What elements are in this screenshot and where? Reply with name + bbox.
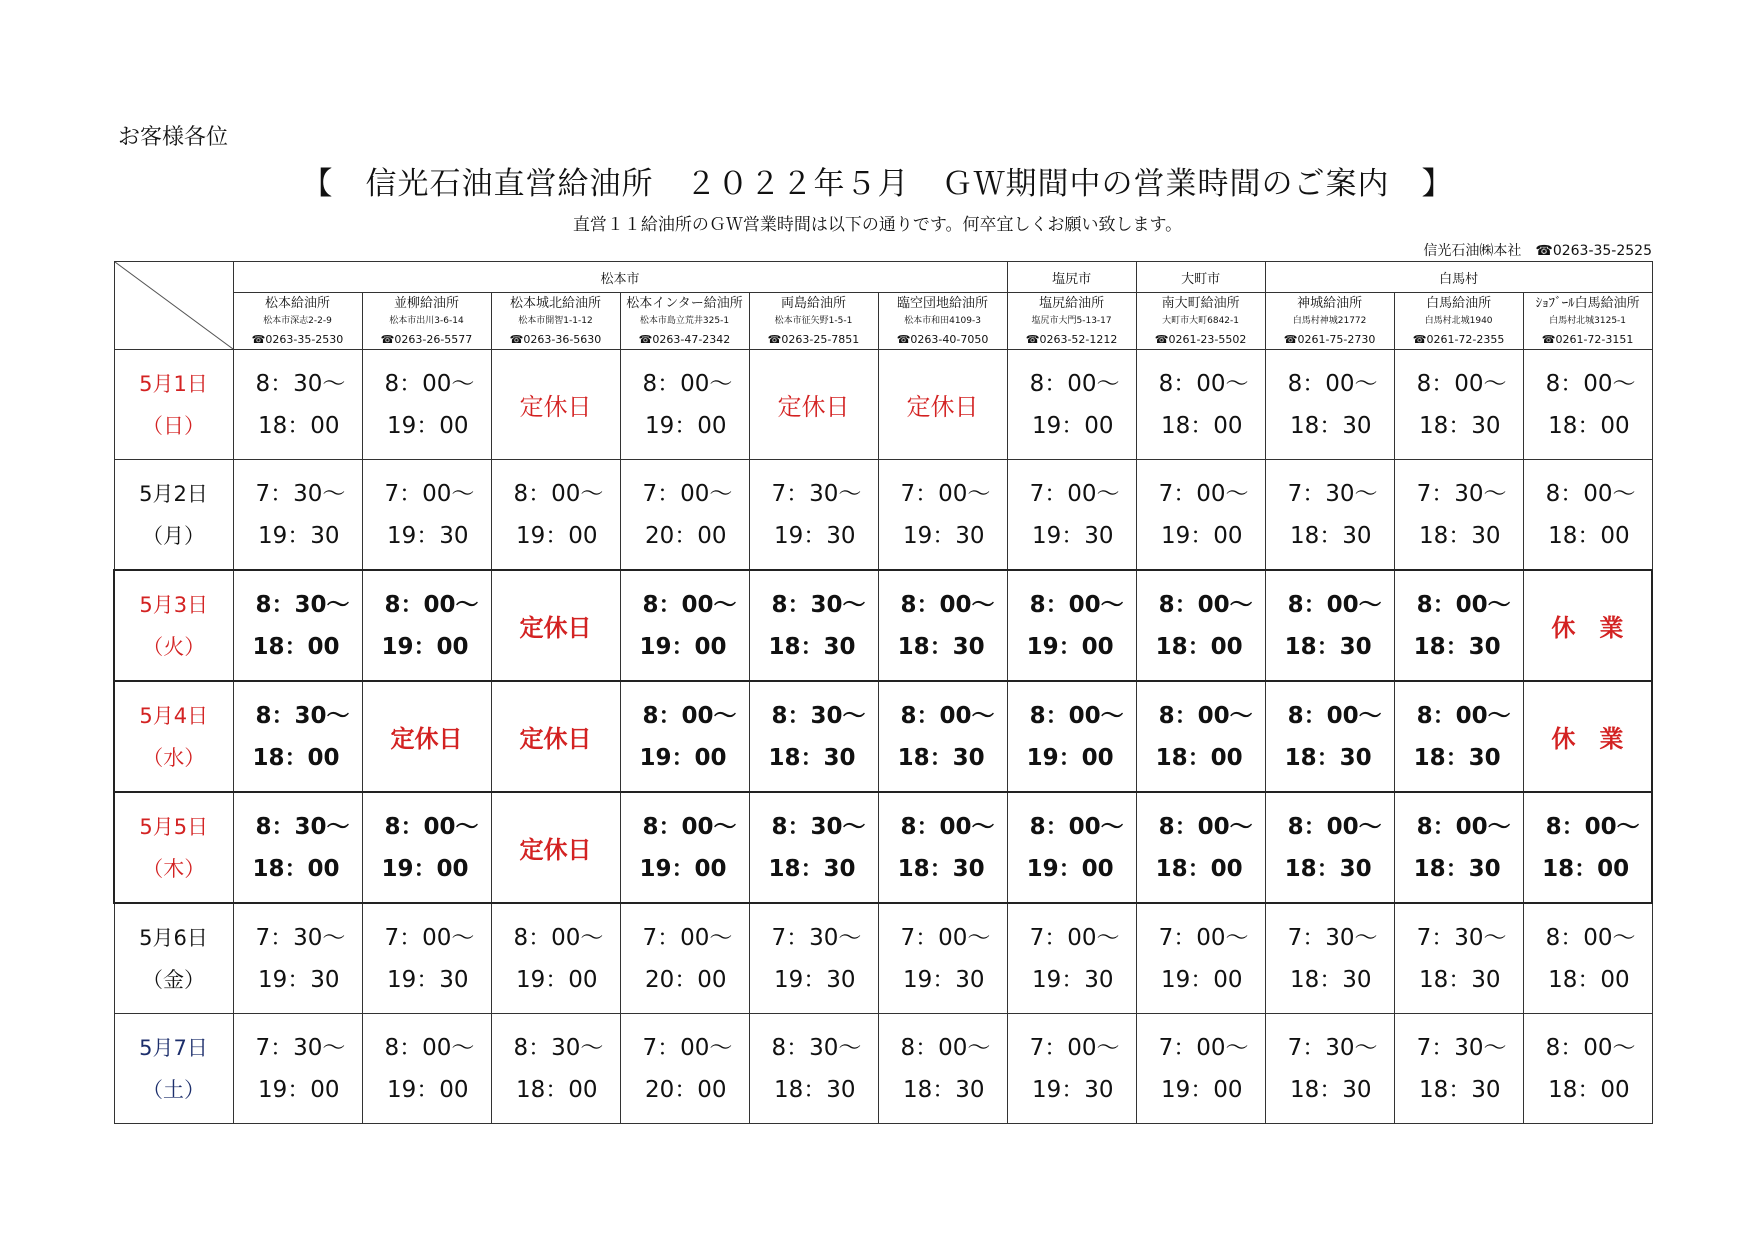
open-time: 7：30～ bbox=[1287, 1034, 1378, 1061]
station-address: 松本市島立荒井325-1 bbox=[639, 316, 730, 326]
open-time: 8：00～ bbox=[1545, 1034, 1636, 1061]
open-time: 8：00～ bbox=[1287, 370, 1378, 397]
open-time: 8：00～ bbox=[1158, 813, 1253, 840]
open-time: 8：30～ bbox=[255, 370, 346, 397]
close-time: 18：00 bbox=[1542, 855, 1630, 882]
hours-cell bbox=[878, 792, 1007, 903]
station-address: 松本市出川3-6-14 bbox=[389, 316, 464, 326]
hours-cell bbox=[362, 792, 491, 903]
close-time: 20：00 bbox=[644, 966, 727, 993]
station-phone: ☎0263-47-2342 bbox=[638, 333, 731, 346]
station-header-row bbox=[114, 293, 1652, 350]
hours-cell bbox=[1136, 1014, 1265, 1124]
station-name: ｼｮﾌﾞｰﾙ白馬給油所 bbox=[1535, 296, 1640, 311]
hours-cell bbox=[749, 903, 878, 1014]
hours-cell bbox=[1007, 681, 1136, 792]
close-time: 19：00 bbox=[644, 412, 727, 439]
open-time: 7：30～ bbox=[771, 924, 862, 951]
open-time: 7：00～ bbox=[1158, 924, 1249, 951]
date-cell bbox=[114, 792, 233, 903]
open-time: 8：00～ bbox=[1029, 591, 1124, 618]
hours-cell bbox=[1265, 350, 1394, 460]
hours-cell bbox=[1265, 570, 1394, 681]
hours-cell bbox=[1265, 460, 1394, 571]
station-address: 大町市大町6842-1 bbox=[1162, 316, 1240, 326]
region-header: 大町市 bbox=[1136, 262, 1265, 293]
open-time: 8：00～ bbox=[1287, 591, 1382, 618]
hours-cell bbox=[1394, 903, 1523, 1014]
hours-cell bbox=[1007, 792, 1136, 903]
station-header bbox=[491, 293, 620, 350]
open-time: 8：00～ bbox=[900, 591, 995, 618]
station-header bbox=[1265, 293, 1394, 350]
open-time: 8：30～ bbox=[255, 591, 350, 618]
open-time: 7：30～ bbox=[255, 1034, 346, 1061]
day-row bbox=[114, 792, 1652, 903]
open-time: 8：00～ bbox=[1029, 813, 1124, 840]
hours-cell bbox=[878, 460, 1007, 571]
close-time: 18：30 bbox=[773, 1076, 856, 1103]
close-time: 18：00 bbox=[1161, 412, 1243, 439]
date-label: 5月4日 bbox=[139, 703, 209, 728]
close-time: 18：00 bbox=[252, 855, 340, 882]
closed-cell: 定休日 bbox=[362, 681, 491, 792]
station-address: 白馬村北城1940 bbox=[1424, 316, 1493, 326]
close-time: 19：30 bbox=[257, 966, 340, 993]
close-time: 19：00 bbox=[257, 1076, 340, 1103]
hours-cell bbox=[1136, 792, 1265, 903]
hours-cell bbox=[1265, 792, 1394, 903]
close-time: 20：00 bbox=[644, 522, 727, 549]
hours-cell bbox=[620, 570, 749, 681]
close-time: 19：00 bbox=[639, 633, 727, 660]
open-time: 8：00～ bbox=[642, 702, 737, 729]
hours-cell bbox=[362, 350, 491, 460]
close-time: 18：00 bbox=[1548, 522, 1630, 549]
close-time: 19：00 bbox=[1161, 1076, 1243, 1103]
weekday-label: （金） bbox=[142, 967, 205, 992]
closed-cell: 定休日 bbox=[491, 681, 620, 792]
station-phone: ☎0263-25-7851 bbox=[767, 333, 860, 346]
close-time: 18：00 bbox=[252, 744, 340, 771]
date-label: 5月1日 bbox=[139, 371, 208, 396]
close-time: 18：30 bbox=[1413, 744, 1501, 771]
open-time: 8：00～ bbox=[642, 813, 737, 840]
hours-cell bbox=[1523, 460, 1652, 571]
closed-cell: 定休日 bbox=[491, 792, 620, 903]
hours-cell bbox=[1265, 903, 1394, 1014]
hours-cell bbox=[362, 460, 491, 571]
station-address: 松本市征矢野1-5-1 bbox=[774, 316, 853, 326]
day-row bbox=[114, 570, 1652, 681]
station-phone: ☎0263-40-7050 bbox=[896, 333, 989, 346]
hours-cell bbox=[362, 903, 491, 1014]
hours-cell bbox=[749, 570, 878, 681]
hours-cell bbox=[233, 350, 362, 460]
station-phone: ☎0261-72-3151 bbox=[1541, 333, 1634, 346]
hours-cell bbox=[1007, 903, 1136, 1014]
day-row bbox=[114, 681, 1652, 792]
date-label: 5月5日 bbox=[139, 814, 209, 839]
close-time: 18：30 bbox=[1413, 633, 1501, 660]
schedule-table bbox=[113, 261, 1653, 1124]
hours-cell bbox=[233, 792, 362, 903]
open-time: 8：00～ bbox=[1545, 370, 1636, 397]
weekday-label: （月） bbox=[142, 523, 205, 548]
hours-cell bbox=[1265, 681, 1394, 792]
hours-cell bbox=[233, 460, 362, 571]
hours-cell bbox=[233, 570, 362, 681]
open-time: 7：00～ bbox=[1029, 924, 1120, 951]
open-time: 7：30～ bbox=[1416, 1034, 1507, 1061]
date-cell bbox=[114, 570, 233, 681]
hours-cell bbox=[1523, 792, 1652, 903]
open-time: 8：00～ bbox=[384, 591, 479, 618]
close-time: 18：30 bbox=[897, 744, 985, 771]
open-time: 7：30～ bbox=[255, 924, 346, 951]
station-address: 白馬村神城21772 bbox=[1292, 316, 1367, 326]
hours-cell bbox=[362, 1014, 491, 1124]
hours-cell bbox=[491, 903, 620, 1014]
hours-cell bbox=[1394, 1014, 1523, 1124]
hours-cell bbox=[878, 1014, 1007, 1124]
closed-cell: 定休日 bbox=[878, 350, 1007, 460]
date-cell bbox=[114, 681, 233, 792]
open-time: 7：00～ bbox=[642, 1034, 733, 1061]
hours-cell bbox=[1007, 460, 1136, 571]
close-time: 18：00 bbox=[252, 633, 340, 660]
close-time: 19：30 bbox=[257, 522, 340, 549]
open-time: 7：00～ bbox=[900, 924, 991, 951]
station-name: 臨空団地給油所 bbox=[897, 296, 989, 311]
station-phone: ☎0261-72-2355 bbox=[1412, 333, 1505, 346]
close-time: 19：00 bbox=[515, 522, 598, 549]
station-phone: ☎0263-36-5630 bbox=[509, 333, 602, 346]
close-time: 18：30 bbox=[1284, 633, 1372, 660]
close-time: 19：00 bbox=[1026, 633, 1114, 660]
close-time: 19：00 bbox=[1161, 522, 1243, 549]
close-time: 19：00 bbox=[386, 412, 469, 439]
close-time: 18：00 bbox=[1548, 966, 1630, 993]
close-time: 18：30 bbox=[903, 1076, 985, 1103]
close-time: 19：00 bbox=[1026, 744, 1114, 771]
close-time: 19：30 bbox=[386, 966, 469, 993]
close-time: 18：30 bbox=[1290, 522, 1372, 549]
open-time: 8：00～ bbox=[1287, 813, 1382, 840]
hours-cell bbox=[1394, 792, 1523, 903]
close-time: 18：30 bbox=[1284, 744, 1372, 771]
hours-cell bbox=[878, 570, 1007, 681]
region-header-row bbox=[114, 262, 1652, 293]
station-address: 白馬村北城3125-1 bbox=[1549, 316, 1627, 326]
day-row bbox=[114, 903, 1652, 1014]
closed-cell: 休 業 bbox=[1523, 681, 1652, 792]
open-time: 7：30～ bbox=[1287, 924, 1378, 951]
hours-cell bbox=[1136, 350, 1265, 460]
open-time: 8：30～ bbox=[255, 813, 350, 840]
hours-cell bbox=[1394, 681, 1523, 792]
station-phone: ☎0263-35-2530 bbox=[251, 333, 344, 346]
open-time: 8：00～ bbox=[900, 702, 995, 729]
close-time: 18：00 bbox=[1155, 633, 1243, 660]
close-time: 18：30 bbox=[897, 855, 985, 882]
close-time: 18：30 bbox=[768, 744, 856, 771]
hours-cell bbox=[1136, 903, 1265, 1014]
close-time: 19：30 bbox=[386, 522, 469, 549]
hours-cell bbox=[1523, 1014, 1652, 1124]
open-time: 8：00～ bbox=[900, 1034, 991, 1061]
open-time: 8：00～ bbox=[1416, 813, 1511, 840]
open-time: 8：00～ bbox=[1158, 591, 1253, 618]
station-address: 松本市深志2-2-9 bbox=[263, 316, 332, 326]
station-header bbox=[1394, 293, 1523, 350]
hours-cell bbox=[878, 681, 1007, 792]
close-time: 19：30 bbox=[903, 522, 985, 549]
open-time: 8：30～ bbox=[771, 591, 866, 618]
hours-cell bbox=[1136, 570, 1265, 681]
open-time: 8：00～ bbox=[384, 1034, 475, 1061]
date-label: 5月2日 bbox=[139, 481, 208, 506]
weekday-label: （木） bbox=[142, 856, 206, 881]
close-time: 18：30 bbox=[768, 633, 856, 660]
close-time: 19：30 bbox=[1032, 966, 1114, 993]
station-header bbox=[362, 293, 491, 350]
close-time: 18：30 bbox=[1290, 412, 1372, 439]
close-time: 18：30 bbox=[1290, 966, 1372, 993]
station-name: 松本城北給油所 bbox=[509, 296, 601, 311]
weekday-label: （日） bbox=[142, 413, 205, 438]
hours-cell bbox=[362, 570, 491, 681]
close-time: 18：30 bbox=[1419, 966, 1501, 993]
open-time: 8：00～ bbox=[1545, 480, 1636, 507]
hours-cell bbox=[491, 460, 620, 571]
open-time: 7：00～ bbox=[384, 480, 475, 507]
open-time: 8：00～ bbox=[1416, 702, 1511, 729]
open-time: 7：30～ bbox=[255, 480, 346, 507]
hours-cell bbox=[749, 1014, 878, 1124]
station-name: 神城給油所 bbox=[1297, 296, 1363, 311]
hours-cell bbox=[620, 681, 749, 792]
station-address: 松本市和田4109-3 bbox=[904, 316, 981, 326]
close-time: 18：00 bbox=[257, 412, 340, 439]
hours-cell bbox=[233, 681, 362, 792]
close-time: 18：30 bbox=[1419, 1076, 1501, 1103]
open-time: 7：00～ bbox=[1029, 480, 1120, 507]
close-time: 19：00 bbox=[1161, 966, 1243, 993]
hours-cell bbox=[1007, 1014, 1136, 1124]
weekday-label: （土） bbox=[142, 1077, 205, 1102]
close-time: 19：00 bbox=[515, 966, 598, 993]
open-time: 8：00～ bbox=[513, 480, 604, 507]
open-time: 8：30～ bbox=[771, 1034, 862, 1061]
station-address: 塩尻市大門5-13-17 bbox=[1031, 316, 1112, 326]
page-subtitle: 直営１１給油所のＧＷ営業時間は以下の通りです。何卒宜しくお願い致します。 bbox=[572, 215, 1183, 235]
hours-cell bbox=[1523, 903, 1652, 1014]
date-cell bbox=[114, 903, 233, 1014]
open-time: 8：30～ bbox=[771, 702, 866, 729]
close-time: 19：00 bbox=[381, 633, 469, 660]
date-cell bbox=[114, 460, 233, 571]
open-time: 8：00～ bbox=[1545, 813, 1640, 840]
open-time: 8：00～ bbox=[1287, 702, 1382, 729]
open-time: 7：00～ bbox=[384, 924, 475, 951]
close-time: 18：00 bbox=[1155, 855, 1243, 882]
hours-cell bbox=[233, 1014, 362, 1124]
close-time: 18：00 bbox=[1155, 744, 1243, 771]
open-time: 8：30～ bbox=[771, 813, 866, 840]
open-time: 8：00～ bbox=[642, 370, 733, 397]
close-time: 19：30 bbox=[1032, 1076, 1114, 1103]
hours-cell bbox=[1007, 350, 1136, 460]
open-time: 7：00～ bbox=[900, 480, 991, 507]
close-time: 20：00 bbox=[644, 1076, 727, 1103]
hours-cell bbox=[1136, 681, 1265, 792]
hours-cell bbox=[749, 460, 878, 571]
open-time: 7：00～ bbox=[642, 924, 733, 951]
close-time: 19：30 bbox=[903, 966, 985, 993]
hours-cell bbox=[749, 681, 878, 792]
open-time: 7：30～ bbox=[1287, 480, 1378, 507]
open-time: 8：00～ bbox=[1416, 370, 1507, 397]
hours-cell bbox=[1265, 1014, 1394, 1124]
station-name: 白馬給油所 bbox=[1426, 296, 1492, 311]
day-row bbox=[114, 350, 1652, 460]
hours-cell bbox=[233, 903, 362, 1014]
station-name: 塩尻給油所 bbox=[1039, 296, 1105, 311]
open-time: 8：00～ bbox=[900, 813, 995, 840]
day-row bbox=[114, 1014, 1652, 1124]
closed-cell: 定休日 bbox=[749, 350, 878, 460]
station-phone: ☎0263-26-5577 bbox=[380, 333, 473, 346]
station-name: 松本給油所 bbox=[264, 296, 330, 311]
close-time: 19：30 bbox=[773, 966, 856, 993]
open-time: 7：30～ bbox=[1416, 480, 1507, 507]
station-address: 松本市開智1-1-12 bbox=[518, 316, 593, 326]
hours-cell bbox=[620, 792, 749, 903]
station-header bbox=[233, 293, 362, 350]
close-time: 18：00 bbox=[1548, 412, 1630, 439]
close-time: 18：30 bbox=[897, 633, 985, 660]
close-time: 19：00 bbox=[1026, 855, 1114, 882]
station-phone: ☎0263-52-1212 bbox=[1025, 333, 1118, 346]
open-time: 8：00～ bbox=[1158, 370, 1249, 397]
station-phone: ☎0261-75-2730 bbox=[1283, 333, 1376, 346]
open-time: 8：30～ bbox=[513, 1034, 604, 1061]
open-time: 7：30～ bbox=[771, 480, 862, 507]
closed-cell: 休 業 bbox=[1523, 570, 1652, 681]
greeting: お客様各位 bbox=[118, 125, 229, 150]
station-name: 並柳給油所 bbox=[393, 296, 459, 311]
company-contact: 信光石油㈱本社 ☎0263-35-2525 bbox=[1423, 243, 1652, 259]
hours-cell bbox=[1523, 350, 1652, 460]
close-time: 19：00 bbox=[1032, 412, 1114, 439]
open-time: 7：00～ bbox=[642, 480, 733, 507]
open-time: 8：00～ bbox=[1416, 591, 1511, 618]
hours-cell bbox=[878, 903, 1007, 1014]
station-header bbox=[620, 293, 749, 350]
station-header bbox=[1136, 293, 1265, 350]
open-time: 8：00～ bbox=[1029, 370, 1120, 397]
open-time: 8：00～ bbox=[513, 924, 604, 951]
hours-cell bbox=[620, 350, 749, 460]
open-time: 7：00～ bbox=[1158, 480, 1249, 507]
closed-cell: 定休日 bbox=[491, 570, 620, 681]
weekday-label: （火） bbox=[142, 634, 206, 659]
hours-cell bbox=[620, 903, 749, 1014]
page-title: 【 信光石油直営給油所 ２０２２年５月 ＧＷ期間中の営業時間のご案内 】 bbox=[301, 166, 1454, 202]
station-header bbox=[749, 293, 878, 350]
close-time: 18：30 bbox=[1419, 412, 1501, 439]
station-header bbox=[878, 293, 1007, 350]
station-header bbox=[1523, 293, 1652, 350]
close-time: 18：30 bbox=[1413, 855, 1501, 882]
close-time: 19：00 bbox=[386, 1076, 469, 1103]
close-time: 19：00 bbox=[381, 855, 469, 882]
weekday-label: （水） bbox=[142, 745, 206, 770]
close-time: 19：30 bbox=[773, 522, 856, 549]
open-time: 8：00～ bbox=[384, 370, 475, 397]
open-time: 8：00～ bbox=[1545, 924, 1636, 951]
region-header: 白馬村 bbox=[1265, 262, 1652, 293]
date-cell bbox=[114, 1014, 233, 1124]
open-time: 7：00～ bbox=[1158, 1034, 1249, 1061]
close-time: 18：00 bbox=[515, 1076, 598, 1103]
region-header: 塩尻市 bbox=[1007, 262, 1136, 293]
close-time: 18：30 bbox=[1284, 855, 1372, 882]
close-time: 19：00 bbox=[639, 855, 727, 882]
open-time: 8：00～ bbox=[1029, 702, 1124, 729]
open-time: 7：30～ bbox=[1416, 924, 1507, 951]
hours-cell bbox=[1394, 570, 1523, 681]
hours-cell bbox=[1007, 570, 1136, 681]
open-time: 8：30～ bbox=[255, 702, 350, 729]
date-label: 5月7日 bbox=[139, 1035, 208, 1060]
hours-cell bbox=[1136, 460, 1265, 571]
hours-cell bbox=[620, 1014, 749, 1124]
station-name: 両島給油所 bbox=[780, 296, 846, 311]
hours-cell bbox=[1394, 350, 1523, 460]
open-time: 8：00～ bbox=[642, 591, 737, 618]
date-label: 5月3日 bbox=[139, 592, 209, 617]
station-name: 松本インター給油所 bbox=[626, 296, 743, 311]
corner-cell bbox=[114, 262, 233, 350]
close-time: 19：30 bbox=[1032, 522, 1114, 549]
diagonal-line bbox=[115, 262, 233, 349]
open-time: 8：00～ bbox=[384, 813, 479, 840]
close-time: 18：30 bbox=[1290, 1076, 1372, 1103]
hours-cell bbox=[491, 1014, 620, 1124]
close-time: 19：00 bbox=[639, 744, 727, 771]
station-header bbox=[1007, 293, 1136, 350]
close-time: 18：30 bbox=[768, 855, 856, 882]
day-row bbox=[114, 460, 1652, 571]
hours-cell bbox=[749, 792, 878, 903]
region-header: 松本市 bbox=[233, 262, 1007, 293]
date-label: 5月6日 bbox=[139, 925, 208, 950]
station-name: 南大町給油所 bbox=[1161, 296, 1240, 311]
station-phone: ☎0261-23-5502 bbox=[1154, 333, 1247, 346]
hours-cell bbox=[1394, 460, 1523, 571]
closed-cell: 定休日 bbox=[491, 350, 620, 460]
date-cell bbox=[114, 350, 233, 460]
hours-cell bbox=[620, 460, 749, 571]
open-time: 7：00～ bbox=[1029, 1034, 1120, 1061]
close-time: 18：00 bbox=[1548, 1076, 1630, 1103]
close-time: 18：30 bbox=[1419, 522, 1501, 549]
open-time: 8：00～ bbox=[1158, 702, 1253, 729]
